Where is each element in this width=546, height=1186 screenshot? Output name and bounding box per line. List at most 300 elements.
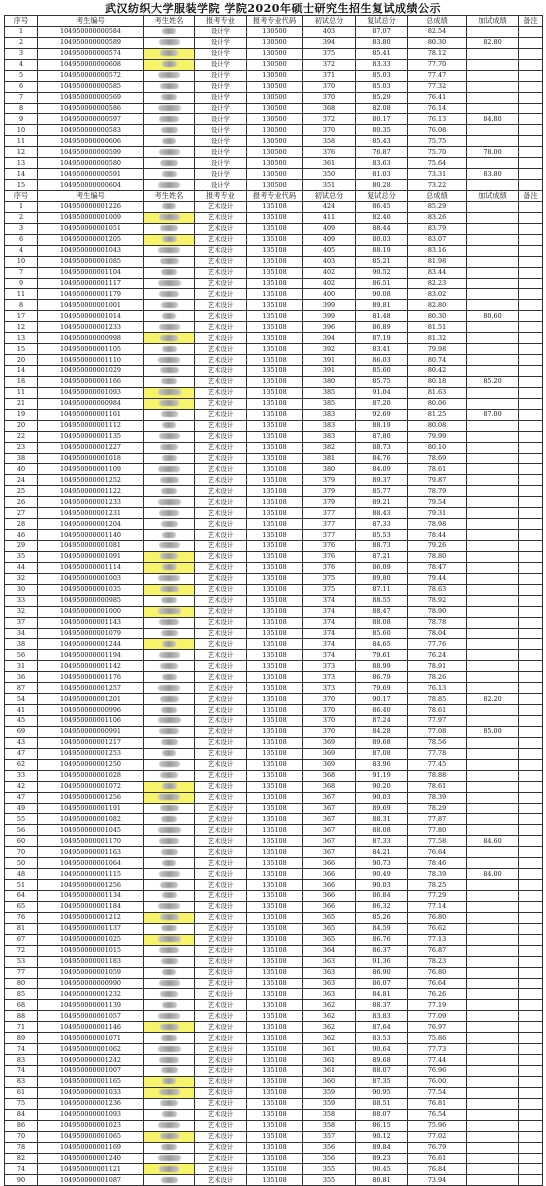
- row-number-cell: 18: [5, 376, 38, 387]
- major-cell: 设计学: [195, 37, 247, 48]
- major-code-cell: 135108: [247, 1109, 303, 1120]
- total-score-cell: 77.02: [408, 1131, 467, 1142]
- candidate-name-cell: [144, 1022, 195, 1033]
- redacted-name-blur: [161, 707, 177, 713]
- prelim-score-cell: 380: [303, 376, 356, 387]
- prelim-score-cell: 363: [303, 956, 356, 967]
- major-cell: 艺术设计: [195, 497, 247, 508]
- table-row: [5, 486, 543, 497]
- major-code-cell: 135108: [247, 858, 303, 869]
- total-score-cell: 78.80: [408, 551, 467, 562]
- candidate-name-cell: [144, 825, 195, 836]
- candidate-name-cell: [144, 322, 195, 333]
- major-cell: 艺术设计: [195, 1087, 247, 1098]
- extra-score-cell: [467, 420, 519, 431]
- total-score-cell: 78.46: [408, 858, 467, 869]
- candidate-name-cell: [144, 1131, 195, 1142]
- major-cell: 艺术设计: [195, 278, 247, 289]
- remark-cell: [519, 103, 543, 114]
- candidate-name-cell: [144, 562, 195, 573]
- major-code-cell: 135108: [247, 311, 303, 322]
- extra-score-cell: [467, 1142, 519, 1153]
- major-cell: 设计学: [195, 103, 247, 114]
- prelim-score-cell: 367: [303, 847, 356, 858]
- redacted-name-blur: [161, 1035, 177, 1041]
- candidate-name-cell: [144, 1000, 195, 1011]
- major-code-cell: 130500: [247, 70, 303, 81]
- candidate-name-cell: [144, 289, 195, 300]
- row-number-cell: 14: [5, 169, 38, 180]
- row-number-cell: 50: [5, 858, 38, 869]
- row-number-cell: 43: [5, 737, 38, 748]
- extra-score-cell: [467, 716, 519, 727]
- total-score-cell: 76.64: [408, 978, 467, 989]
- extra-score-cell: [467, 530, 519, 541]
- section-art-design: [5, 201, 543, 1185]
- retest-score-cell: 88.07: [356, 1066, 408, 1077]
- extra-score-cell: [467, 1087, 519, 1098]
- prelim-score-cell: 391: [303, 355, 356, 366]
- redacted-name-blur: [162, 892, 177, 898]
- candidate-name-cell: [144, 584, 195, 595]
- table-row: [5, 541, 543, 552]
- header-cell: 序号: [5, 16, 38, 27]
- prelim-score-cell: 370: [303, 81, 356, 92]
- header-cell: 总成绩: [408, 191, 467, 202]
- remark-cell: [519, 573, 543, 584]
- extra-score-cell: [467, 584, 519, 595]
- redacted-name-blur: [158, 903, 180, 909]
- extra-score-cell: [467, 737, 519, 748]
- table-row: [5, 136, 543, 147]
- remark-cell: [519, 1142, 543, 1153]
- table-row: [5, 70, 543, 81]
- major-code-cell: 135108: [247, 573, 303, 584]
- table-row: [5, 836, 543, 847]
- candidate-name-cell: [144, 770, 195, 781]
- remark-cell: [519, 158, 543, 169]
- major-code-cell: 135108: [247, 1164, 303, 1175]
- candidate-name-cell: [144, 716, 195, 727]
- candidate-id-cell: 104950000000998: [38, 333, 144, 344]
- candidate-name-cell: [144, 103, 195, 114]
- candidate-name-cell: [144, 803, 195, 814]
- table-row: [5, 705, 543, 716]
- candidate-name-cell: [144, 48, 195, 59]
- row-number-cell: 33: [5, 595, 38, 606]
- major-cell: 艺术设计: [195, 311, 247, 322]
- prelim-score-cell: 366: [303, 858, 356, 869]
- remark-cell: [519, 1131, 543, 1142]
- remark-cell: [519, 705, 543, 716]
- extra-score-cell: 85.00: [467, 726, 519, 737]
- extra-score-cell: [467, 223, 519, 234]
- extra-score-cell: [467, 781, 519, 792]
- retest-score-cell: 90.08: [356, 289, 408, 300]
- major-cell: 艺术设计: [195, 978, 247, 989]
- major-cell: 艺术设计: [195, 1164, 247, 1175]
- candidate-name-cell: [144, 847, 195, 858]
- remark-cell: [519, 333, 543, 344]
- major-code-cell: 135108: [247, 355, 303, 366]
- remark-cell: [519, 912, 543, 923]
- table-row: [5, 584, 543, 595]
- total-score-cell: 76.80: [408, 912, 467, 923]
- table-row: [5, 48, 543, 59]
- major-code-cell: 135108: [247, 705, 303, 716]
- total-score-cell: 76.41: [408, 92, 467, 103]
- row-number-cell: 71: [5, 1022, 38, 1033]
- redacted-name-blur: [161, 1177, 178, 1183]
- major-cell: 艺术设计: [195, 1000, 247, 1011]
- redacted-name-blur: [159, 542, 180, 548]
- extra-score-cell: [467, 661, 519, 672]
- table-row: [5, 1142, 543, 1153]
- candidate-name-cell: [144, 1098, 195, 1109]
- redacted-name-blur: [161, 488, 177, 494]
- extra-score-cell: [467, 158, 519, 169]
- retest-score-cell: 90.95: [356, 1087, 408, 1098]
- total-score-cell: 79.44: [408, 573, 467, 584]
- retest-score-cell: 92.69: [356, 409, 408, 420]
- row-number-cell: 15: [5, 344, 38, 355]
- row-number-cell: 60: [5, 836, 38, 847]
- major-code-cell: 135108: [247, 508, 303, 519]
- total-score-cell: 76.08: [408, 125, 467, 136]
- retest-score-cell: 83.53: [356, 1033, 408, 1044]
- retest-score-cell: 89.23: [356, 1153, 408, 1164]
- extra-score-cell: [467, 595, 519, 606]
- redacted-name-blur: [160, 772, 178, 778]
- header-cell: 备注: [519, 16, 543, 27]
- major-cell: 艺术设计: [195, 836, 247, 847]
- retest-score-cell: 85.03: [356, 81, 408, 92]
- table-row: [5, 409, 543, 420]
- table-row: [5, 158, 543, 169]
- prelim-score-cell: 383: [303, 409, 356, 420]
- redacted-name-blur: [162, 138, 176, 144]
- total-score-cell: 79.31: [408, 508, 467, 519]
- table-row: [5, 901, 543, 912]
- major-cell: 艺术设计: [195, 967, 247, 978]
- major-cell: 艺术设计: [195, 869, 247, 880]
- remark-cell: [519, 442, 543, 453]
- candidate-id-cell: 104950000001256: [38, 792, 144, 803]
- remark-cell: [519, 945, 543, 956]
- candidate-id-cell: 104950000001140: [38, 530, 144, 541]
- prelim-score-cell: 374: [303, 617, 356, 628]
- retest-score-cell: 84.81: [356, 989, 408, 1000]
- prelim-score-cell: 358: [303, 1120, 356, 1131]
- total-score-cell: 76.61: [408, 1153, 467, 1164]
- major-code-cell: 135108: [247, 1175, 303, 1186]
- major-code-cell: 130500: [247, 136, 303, 147]
- table-row: [5, 508, 543, 519]
- redacted-name-blur: [158, 105, 181, 111]
- total-score-cell: 76.87: [408, 945, 467, 956]
- remark-cell: [519, 530, 543, 541]
- prelim-score-cell: 370: [303, 694, 356, 705]
- extra-score-cell: 84.00: [467, 869, 519, 880]
- extra-score-cell: [467, 672, 519, 683]
- remark-cell: [519, 901, 543, 912]
- row-number-cell: 35: [5, 551, 38, 562]
- table-row: [5, 223, 543, 234]
- redacted-name-blur: [160, 367, 179, 373]
- retest-score-cell: 80.03: [356, 234, 408, 245]
- major-cell: 艺术设计: [195, 1066, 247, 1077]
- candidate-id-cell: 104950000000597: [38, 114, 144, 125]
- redacted-name-blur: [160, 83, 179, 89]
- redacted-name-blur: [158, 389, 181, 395]
- candidate-id-cell: 104950000001014: [38, 311, 144, 322]
- total-score-cell: 78.25: [408, 880, 467, 891]
- candidate-id-cell: 104950000001065: [38, 1131, 144, 1142]
- row-number-cell: 2: [5, 212, 38, 223]
- retest-score-cell: 85.41: [356, 48, 408, 59]
- header-cell: 总成绩: [408, 16, 467, 27]
- remark-cell: [519, 639, 543, 650]
- redacted-name-blur: [162, 750, 176, 756]
- total-score-cell: 76.24: [408, 650, 467, 661]
- extra-score-cell: [467, 1076, 519, 1087]
- table-row: [5, 366, 543, 377]
- prelim-score-cell: 379: [303, 475, 356, 486]
- prelim-score-cell: 370: [303, 92, 356, 103]
- candidate-id-cell: 104950000001051: [38, 223, 144, 234]
- total-score-cell: 76.62: [408, 923, 467, 934]
- major-cell: 设计学: [195, 147, 247, 158]
- retest-score-cell: 90.64: [356, 1044, 408, 1055]
- table-row: [5, 464, 543, 475]
- prelim-score-cell: 359: [303, 1087, 356, 1098]
- candidate-id-cell: 104950000001161: [38, 409, 144, 420]
- candidate-id-cell: 104950000001240: [38, 1153, 144, 1164]
- row-number-cell: 74: [5, 1066, 38, 1077]
- candidate-id-cell: 104950000000586: [38, 103, 144, 114]
- total-score-cell: 76.97: [408, 1022, 467, 1033]
- row-number-cell: 17: [5, 311, 38, 322]
- remark-cell: [519, 147, 543, 158]
- remark-cell: [519, 92, 543, 103]
- row-number-cell: 11: [5, 387, 38, 398]
- major-code-cell: 130500: [247, 114, 303, 125]
- extra-score-cell: [467, 26, 519, 37]
- prelim-score-cell: 364: [303, 945, 356, 956]
- extra-score-cell: [467, 48, 519, 59]
- redacted-name-blur: [158, 466, 180, 472]
- row-number-cell: 21: [5, 398, 38, 409]
- candidate-name-cell: [144, 956, 195, 967]
- major-code-cell: 130500: [247, 158, 303, 169]
- remark-cell: [519, 803, 543, 814]
- major-cell: 艺术设计: [195, 508, 247, 519]
- major-code-cell: 130500: [247, 103, 303, 114]
- candidate-id-cell: 104950000001242: [38, 1055, 144, 1066]
- prelim-score-cell: 356: [303, 1153, 356, 1164]
- total-score-cell: 78.61: [408, 705, 467, 716]
- candidate-id-cell: 104950000001015: [38, 945, 144, 956]
- remark-cell: [519, 256, 543, 267]
- table-row: [5, 300, 543, 311]
- header-cell: 报考专业代码: [247, 191, 303, 202]
- major-code-cell: 135108: [247, 1153, 303, 1164]
- candidate-name-cell: [144, 1164, 195, 1175]
- row-number-cell: 70: [5, 847, 38, 858]
- remark-cell: [519, 355, 543, 366]
- major-code-cell: 130500: [247, 92, 303, 103]
- redacted-name-blur: [162, 783, 177, 789]
- total-score-cell: 77.08: [408, 726, 467, 737]
- redacted-name-blur: [160, 914, 179, 920]
- total-score-cell: 77.80: [408, 825, 467, 836]
- candidate-name-cell: [144, 169, 195, 180]
- prelim-score-cell: 363: [303, 978, 356, 989]
- retest-score-cell: 88.37: [356, 1000, 408, 1011]
- prelim-score-cell: 391: [303, 366, 356, 377]
- row-number-cell: 80: [5, 978, 38, 989]
- table-row: [5, 803, 543, 814]
- remark-cell: [519, 858, 543, 869]
- candidate-id-cell: 104950000001233: [38, 497, 144, 508]
- table-row: [5, 814, 543, 825]
- row-number-cell: 82: [5, 1153, 38, 1164]
- redacted-name-blur: [160, 663, 178, 669]
- major-code-cell: 135108: [247, 497, 303, 508]
- redacted-name-blur: [160, 696, 179, 702]
- major-code-cell: 135108: [247, 1044, 303, 1055]
- major-cell: 艺术设计: [195, 420, 247, 431]
- prelim-score-cell: 361: [303, 1044, 356, 1055]
- candidate-name-cell: [144, 136, 195, 147]
- row-number-cell: 90: [5, 1175, 38, 1186]
- prelim-score-cell: 366: [303, 901, 356, 912]
- major-cell: 艺术设计: [195, 628, 247, 639]
- prelim-score-cell: 383: [303, 420, 356, 431]
- total-score-cell: 82.23: [408, 278, 467, 289]
- candidate-id-cell: 104950000001003: [38, 573, 144, 584]
- prelim-score-cell: 371: [303, 70, 356, 81]
- candidate-id-cell: 104950000001028: [38, 770, 144, 781]
- prelim-score-cell: 370: [303, 716, 356, 727]
- row-number-cell: 46: [5, 530, 38, 541]
- candidate-id-cell: 104950000001062: [38, 1044, 144, 1055]
- row-number-cell: 38: [5, 639, 38, 650]
- redacted-name-blur: [161, 597, 177, 603]
- major-cell: 艺术设计: [195, 322, 247, 333]
- table-row: [5, 1164, 543, 1175]
- candidate-id-cell: 104950000000585: [38, 81, 144, 92]
- row-number-cell: 49: [5, 803, 38, 814]
- row-number-cell: 89: [5, 1033, 38, 1044]
- candidate-id-cell: 104950000001093: [38, 1109, 144, 1120]
- candidate-id-cell: 104950000000991: [38, 726, 144, 737]
- major-cell: 艺术设计: [195, 530, 247, 541]
- prelim-score-cell: 373: [303, 672, 356, 683]
- prelim-score-cell: 361: [303, 1066, 356, 1077]
- major-cell: 艺术设计: [195, 650, 247, 661]
- table-header-row: [5, 16, 543, 27]
- row-number-cell: 78: [5, 1142, 38, 1153]
- redacted-name-blur: [158, 357, 180, 363]
- prelim-score-cell: 374: [303, 595, 356, 606]
- candidate-id-cell: 104950000001105: [38, 344, 144, 355]
- table-row: [5, 1175, 543, 1186]
- candidate-id-cell: 104950000001057: [38, 1011, 144, 1022]
- retest-score-cell: 86.03: [356, 355, 408, 366]
- candidate-id-cell: 104950000001029: [38, 366, 144, 377]
- candidate-id-cell: 104950000000569: [38, 92, 144, 103]
- retest-score-cell: 85.53: [356, 530, 408, 541]
- table-row: [5, 562, 543, 573]
- row-number-cell: 6: [5, 81, 38, 92]
- major-code-cell: 135108: [247, 366, 303, 377]
- major-code-cell: 130500: [247, 59, 303, 70]
- major-cell: 艺术设计: [195, 901, 247, 912]
- redacted-name-blur: [162, 171, 177, 177]
- total-score-cell: 78.61: [408, 464, 467, 475]
- major-cell: 艺术设计: [195, 803, 247, 814]
- candidate-name-cell: [144, 573, 195, 584]
- major-cell: 艺术设计: [195, 1131, 247, 1142]
- table-row: [5, 245, 543, 256]
- retest-score-cell: 76.87: [356, 147, 408, 158]
- candidate-name-cell: [144, 705, 195, 716]
- prelim-score-cell: 360: [303, 1076, 356, 1087]
- redacted-name-blur: [158, 608, 181, 614]
- remark-cell: [519, 1109, 543, 1120]
- major-code-cell: 135108: [247, 1066, 303, 1077]
- header-cell: 加试成绩: [467, 16, 519, 27]
- remark-cell: [519, 453, 543, 464]
- retest-score-cell: 80.35: [356, 125, 408, 136]
- remark-cell: [519, 584, 543, 595]
- prelim-score-cell: 369: [303, 759, 356, 770]
- extra-score-cell: [467, 366, 519, 377]
- candidate-id-cell: 104950000001033: [38, 1087, 144, 1098]
- major-code-cell: 135108: [247, 519, 303, 530]
- table-row: [5, 333, 543, 344]
- candidate-name-cell: [144, 234, 195, 245]
- major-cell: 设计学: [195, 125, 247, 136]
- row-number-cell: 15: [5, 180, 38, 191]
- retest-score-cell: 88.55: [356, 595, 408, 606]
- retest-score-cell: 85.29: [356, 92, 408, 103]
- table-row: [5, 781, 543, 792]
- row-number-cell: 26: [5, 497, 38, 508]
- total-score-cell: 81.32: [408, 333, 467, 344]
- candidate-name-cell: [144, 661, 195, 672]
- table-row: [5, 322, 543, 333]
- total-score-cell: 78.88: [408, 770, 467, 781]
- retest-score-cell: 85.21: [356, 256, 408, 267]
- remark-cell: [519, 212, 543, 223]
- total-score-cell: 78.98: [408, 519, 467, 530]
- major-code-cell: 135108: [247, 617, 303, 628]
- row-number-cell: 47: [5, 748, 38, 759]
- table-row: [5, 1076, 543, 1087]
- candidate-id-cell: 104950000001000: [38, 606, 144, 617]
- row-number-cell: 47: [5, 792, 38, 803]
- total-score-cell: 76.96: [408, 1066, 467, 1077]
- major-cell: 艺术设计: [195, 595, 247, 606]
- candidate-name-cell: [144, 606, 195, 617]
- remark-cell: [519, 201, 543, 212]
- redacted-name-blur: [161, 378, 177, 384]
- candidate-id-cell: 104950000001176: [38, 672, 144, 683]
- total-score-cell: 76.79: [408, 1142, 467, 1153]
- remark-cell: [519, 311, 543, 322]
